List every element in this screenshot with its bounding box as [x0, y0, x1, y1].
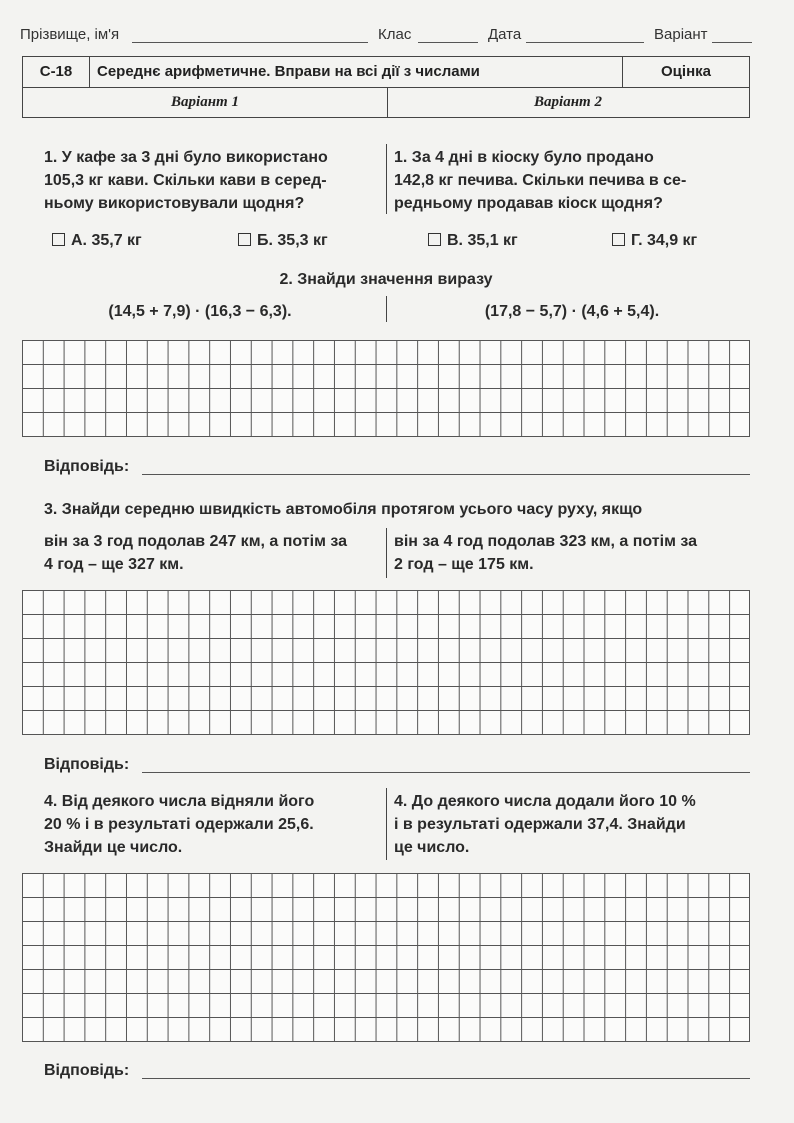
class-label: Клас: [378, 26, 412, 43]
task4-answer-field[interactable]: [142, 1078, 750, 1079]
task1-v1-line1: 1. У кафе за 3 дні було використано: [44, 149, 328, 166]
option-v[interactable]: В. 35,1 кг: [428, 232, 518, 250]
task2-divider: [386, 296, 387, 322]
variant2-heading: Варіант 2: [534, 94, 602, 110]
task3-variant1: [44, 530, 380, 576]
task3-work-grid[interactable]: [22, 590, 750, 735]
section-title: Середнє арифметичне. Вправи на всі дії з числами: [97, 63, 480, 80]
task1-v2-line1: 1. За 4 дні в кіоску було продано: [394, 149, 654, 166]
task3-answer-label: Відповідь:: [44, 756, 130, 773]
task1-variant2: [394, 146, 746, 215]
task4-variant2: [394, 790, 746, 859]
task4-v1-line3: Знайди це число.: [44, 839, 183, 856]
checkbox-v[interactable]: [428, 233, 441, 246]
task1-divider: [386, 144, 387, 214]
task1-v2-line3: редньому продавав кіоск щодня?: [394, 195, 663, 212]
task3-divider: [386, 528, 387, 578]
title-row: [23, 57, 749, 88]
date-field[interactable]: [526, 42, 644, 43]
task4-v1-line2: 20 % і в результаті одержали 25,6.: [44, 816, 314, 833]
task1-v1-line3: ньому використовували щодня?: [44, 195, 305, 212]
variant-field[interactable]: [712, 42, 752, 43]
task2-work-grid[interactable]: [22, 340, 750, 437]
name-label: Прізвище, ім'я: [20, 26, 120, 43]
checkbox-b[interactable]: [238, 233, 251, 246]
task3-v1-line2: 4 год – ще 327 км.: [44, 556, 184, 573]
task1-v2-line2: 142,8 кг печива. Скільки печива в се-: [394, 172, 687, 189]
task1-v1-line2: 105,3 кг кави. Скільки кави в серед-: [44, 172, 327, 189]
variant1-heading: Варіант 1: [23, 87, 388, 117]
task3-v2-line2: 2 год – ще 175 км.: [394, 556, 534, 573]
task4-work-grid[interactable]: [22, 873, 750, 1042]
task4-answer-label: Відповідь:: [44, 1062, 130, 1079]
task4-v2-line2: і в результаті одержали 37,4. Знайди: [394, 816, 686, 833]
variant-label: Варіант: [654, 26, 708, 43]
task2-answer-label: Відповідь:: [44, 458, 130, 475]
option-g[interactable]: Г. 34,9 кг: [612, 232, 697, 250]
section-code: С-18: [23, 57, 90, 87]
task2-v1-expression: (14,5 + 7,9) · (16,3 − 6,3).: [108, 303, 292, 320]
grade-label: Оцінка: [622, 57, 749, 87]
class-field[interactable]: [418, 42, 478, 43]
checkbox-a[interactable]: [52, 233, 65, 246]
task2-title: 2. Знайди значення виразу: [279, 271, 493, 288]
task4-v2-line1: 4. До деякого числа додали його 10 %: [394, 793, 696, 810]
task4-variant1: [44, 790, 380, 859]
task1-variant1: [44, 146, 380, 215]
task3-title: 3. Знайди середню швидкість автомобіля протягом усього часу руху, якщо: [44, 501, 643, 518]
name-field[interactable]: [132, 42, 368, 43]
task4-v2-line3: це число.: [394, 839, 470, 856]
task4-divider: [386, 788, 387, 860]
task2-answer-field[interactable]: [142, 474, 750, 475]
task4-v1-line1: 4. Від деякого числа відняли його: [44, 793, 315, 810]
option-b[interactable]: Б. 35,3 кг: [238, 232, 328, 250]
date-label: Дата: [488, 26, 522, 43]
title-table: [22, 56, 750, 118]
task3-v1-line1: він за 3 год подолав 247 км, а потім за: [44, 533, 347, 550]
option-a[interactable]: А. 35,7 кг: [52, 232, 142, 250]
task3-answer-field[interactable]: [142, 772, 750, 773]
task3-v2-line1: він за 4 год подолав 323 км, а потім за: [394, 533, 697, 550]
checkbox-g[interactable]: [612, 233, 625, 246]
task2-v2-expression: (17,8 − 5,7) · (4,6 + 5,4).: [484, 303, 660, 320]
task3-variant2: [394, 530, 746, 576]
